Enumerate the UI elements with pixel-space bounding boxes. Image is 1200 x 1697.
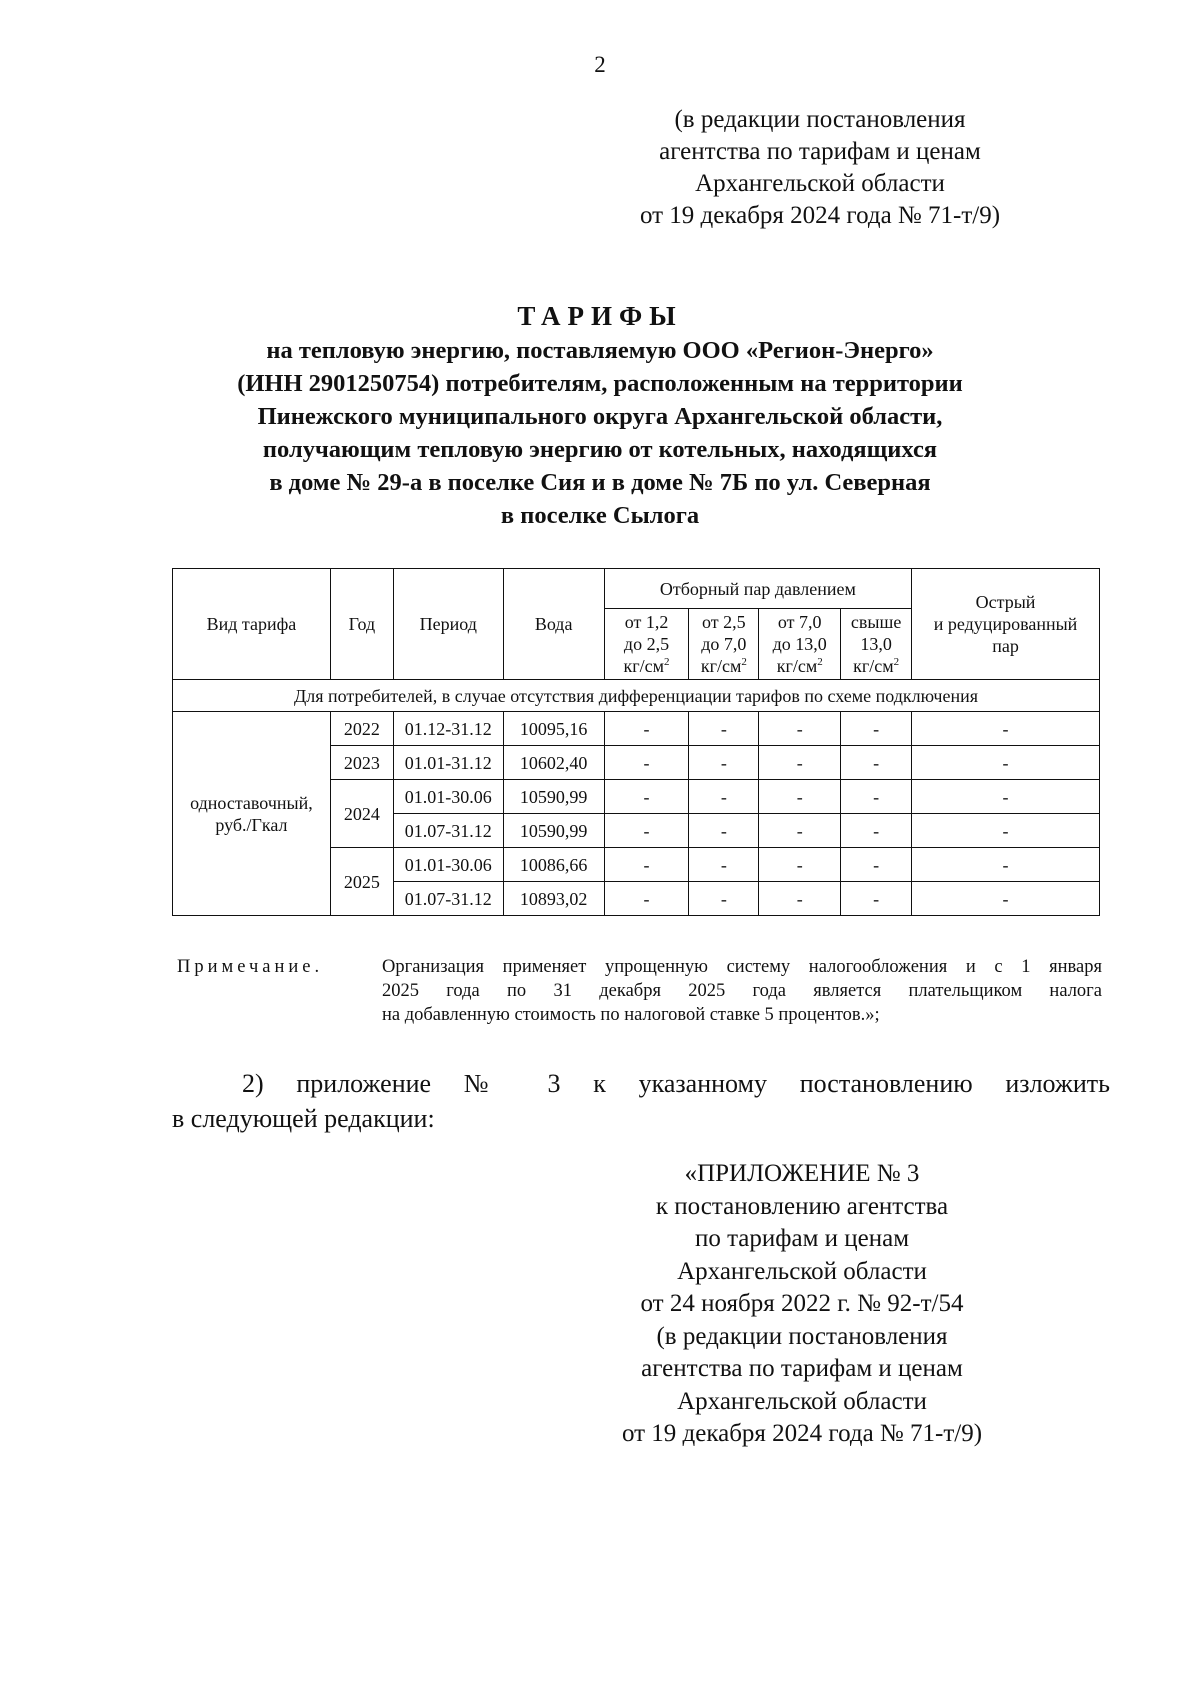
title-line: Пинежского муниципального округа Архангельской области,: [257, 403, 943, 430]
value-cell: -: [759, 712, 841, 746]
water-cell: 10590,99: [503, 814, 604, 848]
period-cell: 01.01-30.06: [393, 780, 503, 814]
value-cell: -: [689, 882, 759, 916]
period-cell: 01.07-31.12: [393, 814, 503, 848]
range-line: 13,0: [860, 634, 892, 654]
header-steam-range: [759, 609, 841, 680]
range-line: до 2,5: [623, 634, 670, 654]
appendix-line: Архангельской области: [677, 1387, 927, 1415]
edition-note: [580, 104, 1060, 232]
appendix-heading: [562, 1158, 1042, 1451]
title-word: ТАРИФЫ: [517, 301, 683, 331]
header-sharp-line: и редуцированный: [933, 614, 1078, 634]
section-label: Для потребителей, в случае отсутствия дифференциации тарифов по схеме подключения: [173, 680, 1100, 712]
document-title: [0, 298, 1200, 532]
title-line: на тепловую энергию, поставляемую ООО «Регион-Энерго»: [266, 337, 934, 364]
water-cell: 10893,02: [503, 882, 604, 916]
value-cell: -: [912, 780, 1100, 814]
appendix-line: к постановлению агентства: [655, 1192, 949, 1220]
page-number: 2: [594, 52, 606, 77]
value-cell: -: [759, 848, 841, 882]
appendix-line: «ПРИЛОЖЕНИЕ № 3: [684, 1160, 920, 1187]
range-line: свыше: [850, 612, 902, 632]
value-cell: -: [912, 882, 1100, 916]
unit-exponent: 2: [817, 656, 823, 668]
header-sharp-steam: [912, 569, 1100, 680]
value-cell: -: [604, 848, 689, 882]
value-cell: -: [604, 712, 689, 746]
table-header-row: [173, 569, 1100, 609]
unit-text: кг/см: [700, 656, 742, 676]
note-line: Организация применяет упрощенную систему налогообложения и с 1 января: [382, 957, 1102, 977]
header-period: Период: [393, 569, 503, 680]
value-cell: -: [689, 712, 759, 746]
appendix-line: по тарифам и ценам: [694, 1225, 910, 1252]
range-line: от 1,2: [624, 612, 669, 632]
year-cell: 2022: [330, 712, 393, 746]
range-unit: [692, 655, 755, 677]
range-line: до 13,0: [772, 634, 827, 654]
edition-note-line: (в редакции постановления: [674, 106, 966, 133]
note-text: [382, 955, 1102, 1027]
value-cell: -: [841, 814, 912, 848]
title-line: в доме № 29-а в поселке Сия и в доме № 7Б по ул. Северная: [269, 469, 931, 496]
range-unit: [844, 655, 908, 677]
table-section-row: [173, 680, 1100, 712]
appendix-line: Архангельской области: [677, 1257, 927, 1285]
value-cell: -: [841, 780, 912, 814]
value-cell: -: [841, 882, 912, 916]
appendix-line: (в редакции постановления: [656, 1322, 948, 1350]
year-cell: 2024: [330, 780, 393, 848]
tariff-table: [172, 568, 1100, 916]
value-cell: -: [841, 712, 912, 746]
value-cell: -: [689, 746, 759, 780]
note-line: 2025 года по 31 декабря 2025 года является плательщиком налога: [382, 981, 1102, 1001]
water-cell: 10086,66: [503, 848, 604, 882]
instruction-paragraph: [172, 1066, 1110, 1136]
period-cell: 01.12-31.12: [393, 712, 503, 746]
title-line: получающим тепловую энергию от котельных, находящихся: [262, 436, 938, 463]
range-unit: [762, 655, 837, 677]
value-cell: -: [759, 746, 841, 780]
tariff-name-cell: [173, 712, 331, 916]
header-sharp-line: Острый: [975, 592, 1036, 612]
instruction-line: 2) приложение № 3 к указанному постановлению изложить: [242, 1069, 1110, 1098]
appendix-line: агентства по тарифам и ценам: [641, 1355, 963, 1382]
table-row: [173, 712, 1100, 746]
range-line: от 7,0: [777, 612, 822, 632]
water-cell: 10602,40: [503, 746, 604, 780]
title-line: (ИНН 2901250754) потребителям, расположенным на территории: [237, 370, 963, 397]
unit-exponent: 2: [893, 656, 900, 668]
value-cell: -: [604, 780, 689, 814]
year-cell: 2025: [330, 848, 393, 916]
title-line: в поселке Сылога: [500, 502, 700, 529]
value-cell: -: [604, 882, 689, 916]
value-cell: -: [604, 814, 689, 848]
note-label: Примечание.: [177, 957, 324, 977]
header-steam-group: Отборный пар давлением: [604, 569, 912, 609]
header-tariff-type: Вид тарифа: [173, 569, 331, 680]
edition-note-line: агентства по тарифам и ценам: [659, 138, 981, 165]
appendix-line: от 24 ноября 2022 г. № 92-т/54: [640, 1290, 964, 1317]
value-cell: -: [759, 780, 841, 814]
range-line: до 7,0: [701, 634, 747, 654]
header-steam-range: [604, 609, 689, 680]
edition-note-line: Архангельской области: [695, 170, 945, 197]
value-cell: -: [759, 814, 841, 848]
unit-text: кг/см: [623, 656, 665, 676]
edition-note-line: от 19 декабря 2024 года № 71-т/9): [639, 202, 1001, 229]
unit-exponent: 2: [741, 656, 747, 668]
water-cell: 10095,16: [503, 712, 604, 746]
header-year: Год: [330, 569, 393, 680]
value-cell: -: [689, 848, 759, 882]
period-cell: 01.07-31.12: [393, 882, 503, 916]
period-cell: 01.01-31.12: [393, 746, 503, 780]
range-line: от 2,5: [702, 612, 746, 632]
water-cell: 10590,99: [503, 780, 604, 814]
value-cell: -: [912, 848, 1100, 882]
value-cell: -: [689, 780, 759, 814]
unit-text: кг/см: [776, 656, 818, 676]
appendix-line: от 19 декабря 2024 года № 71-т/9): [621, 1420, 983, 1447]
note-line: на добавленную стоимость по налоговой ставке 5 процентов.»;: [382, 1005, 880, 1025]
header-steam-range: [689, 609, 759, 680]
value-cell: -: [912, 746, 1100, 780]
value-cell: -: [841, 746, 912, 780]
header-sharp-line: пар: [992, 636, 1019, 656]
unit-text: кг/см: [853, 656, 894, 676]
year-cell: 2023: [330, 746, 393, 780]
tariff-name-line: одноставочный,: [190, 792, 313, 813]
value-cell: -: [841, 848, 912, 882]
value-cell: -: [689, 814, 759, 848]
value-cell: -: [912, 712, 1100, 746]
header-water: Вода: [503, 569, 604, 680]
value-cell: -: [912, 814, 1100, 848]
header-steam-range: [841, 609, 912, 680]
tariff-name-line: руб./Гкал: [215, 814, 288, 835]
instruction-line: в следующей редакции:: [172, 1104, 435, 1133]
value-cell: -: [759, 882, 841, 916]
value-cell: -: [604, 746, 689, 780]
period-cell: 01.01-30.06: [393, 848, 503, 882]
unit-exponent: 2: [664, 656, 670, 668]
range-unit: [608, 655, 686, 677]
